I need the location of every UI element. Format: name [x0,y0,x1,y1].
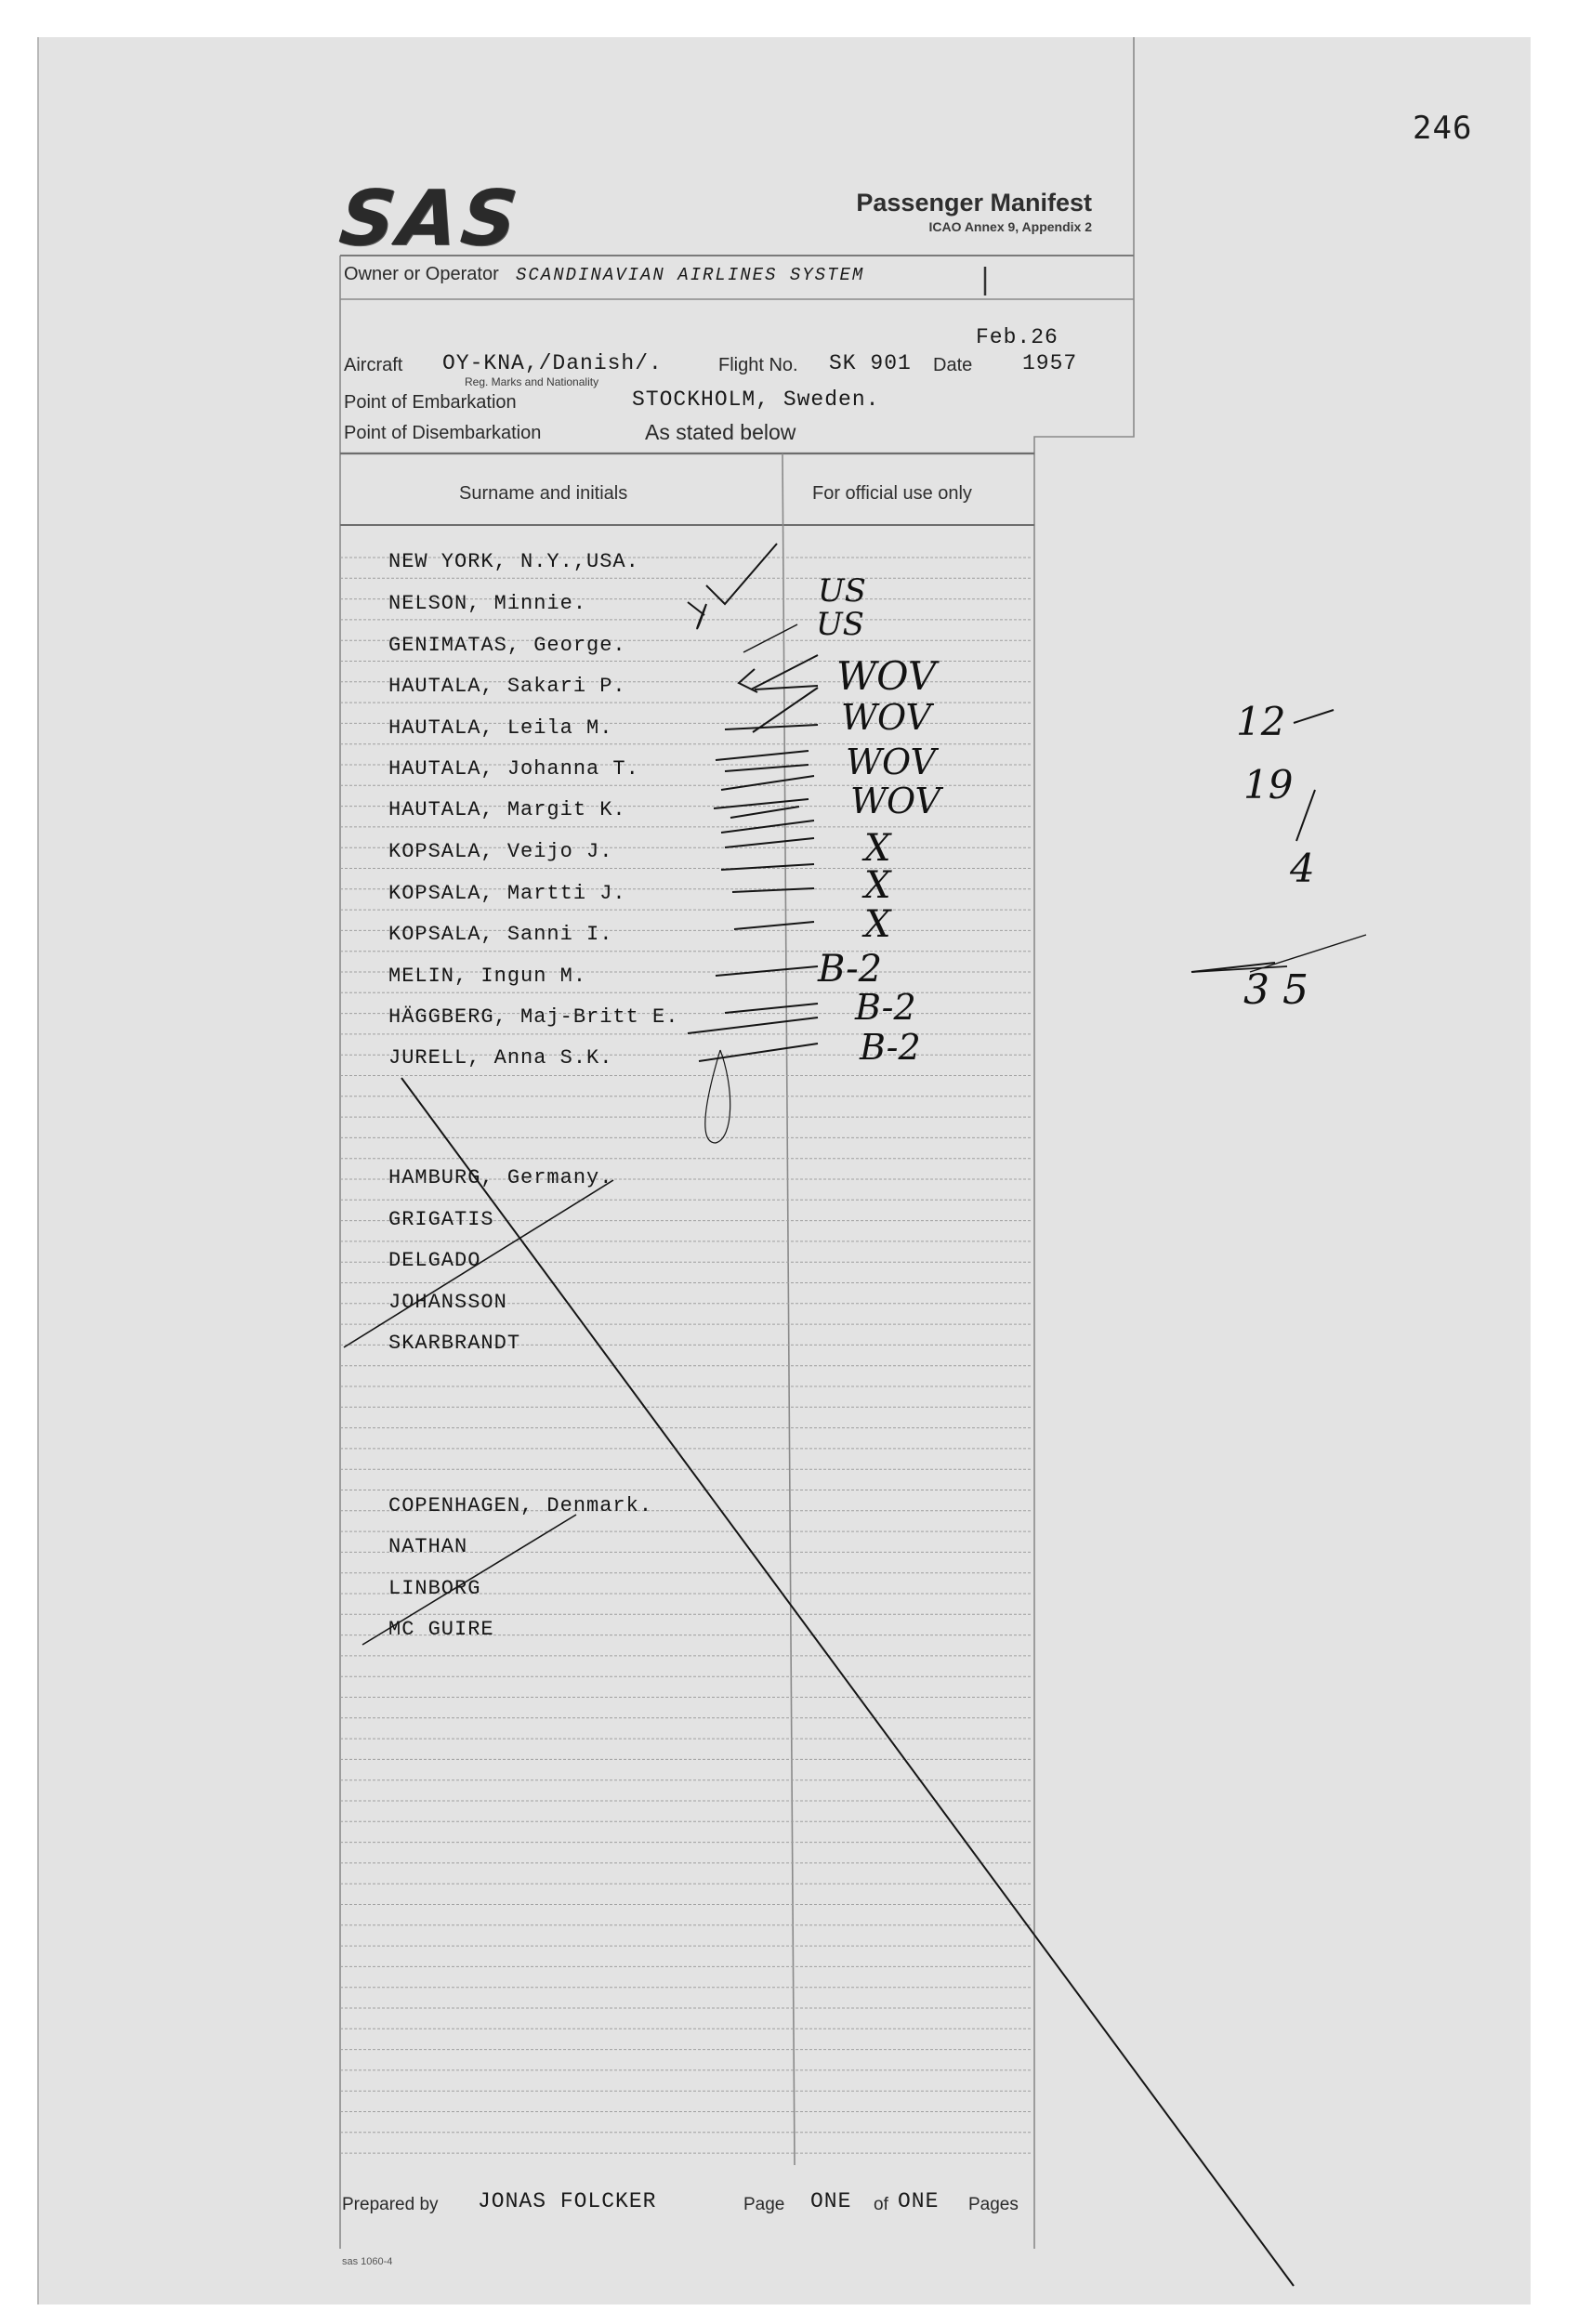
pages-label: Pages [968,2195,1019,2214]
tally-number: 12 [1236,699,1286,744]
passenger-row: HAUTALA, Leila M. [388,716,613,740]
official-mark: WOV [841,697,931,738]
date-label: Date [933,355,973,375]
embarkation-label: Point of Embarkation [344,392,517,413]
official-mark: WOV [836,653,937,699]
passenger-row: DELGADO [388,1249,481,1272]
sas-logo: SAS [335,175,525,263]
passenger-row: KOPSALA, Sanni I. [388,923,613,946]
page-number: 246 [1413,110,1473,147]
of-value: ONE [898,2189,940,2213]
disembarkation-value: As stated below [645,420,796,444]
official-mark: B-2 [855,987,916,1028]
passenger-row: HAUTALA, Sakari P. [388,675,626,698]
passenger-row: MELIN, Ingun M. [388,965,587,988]
passenger-row: NATHAN [388,1535,468,1558]
of-label: of [874,2195,888,2214]
official-mark: X [864,864,891,907]
passenger-row: SKARBRANDT [388,1332,521,1355]
official-mark: WOV [846,742,936,782]
embarkation-value: STOCKHOLM, Sweden. [632,387,880,412]
aircraft-label: Aircraft [344,355,403,375]
passenger-row: HÄGGBERG, Maj-Britt E. [388,1005,679,1029]
passenger-row: JURELL, Anna S.K. [388,1046,613,1070]
official-mark: X [864,903,891,946]
reg-marks-note: Reg. Marks and Nationality [465,375,599,388]
tally-number: 4 [1290,846,1315,891]
official-mark: WOV [850,781,940,821]
tally-total: 35 [1243,966,1322,1014]
aircraft-value: OY-KNA,/Danish/. [442,351,663,375]
official-mark: X [864,827,891,870]
passenger-row: LINBORG [388,1577,481,1600]
passenger-row: HAMBURG, Germany. [388,1166,613,1189]
passenger-row: KOPSALA, Martti J. [388,882,626,905]
official-mark: US [818,572,866,610]
owner-value: SCANDINAVIAN AIRLINES SYSTEM [516,265,865,285]
prepared-by-value: JONAS FOLCKER [478,2189,657,2213]
passenger-row: MC GUIRE [388,1618,494,1641]
date-line-2: 1957 [1022,351,1078,375]
official-mark: B-2 [818,948,883,991]
passenger-row: COPENHAGEN, Denmark. [388,1494,653,1517]
column-header-official: For official use only [812,483,972,504]
passenger-row: HAUTALA, Margit K. [388,798,626,821]
passenger-row: HAUTALA, Johanna T. [388,757,639,781]
passenger-row: JOHANSSON [388,1291,507,1314]
tally-number: 19 [1243,762,1294,807]
flight-value: SK 901 [829,351,912,375]
passenger-row: NEW YORK, N.Y.,USA. [388,550,639,573]
official-mark: US [816,606,864,643]
passenger-row: NELSON, Minnie. [388,592,587,615]
passenger-row: GRIGATIS [388,1208,494,1231]
date-line-1: Feb.26 [976,325,1059,349]
disembarkation-label: Point of Disembarkation [344,423,542,443]
form-code: sas 1060-4 [342,2256,393,2267]
passenger-row: KOPSALA, Veijo J. [388,840,613,863]
official-mark: B-2 [860,1027,921,1068]
column-header-surname: Surname and initials [459,483,628,504]
manifest-subtitle: ICAO Annex 9, Appendix 2 [928,219,1092,234]
manifest-title: Passenger Manifest [856,189,1092,217]
flight-label: Flight No. [718,355,798,375]
owner-label: Owner or Operator [344,264,499,284]
page-value: ONE [810,2189,852,2213]
passenger-row: GENIMATAS, George. [388,634,626,657]
page-label: Page [743,2195,785,2214]
prepared-by-label: Prepared by [342,2195,439,2214]
